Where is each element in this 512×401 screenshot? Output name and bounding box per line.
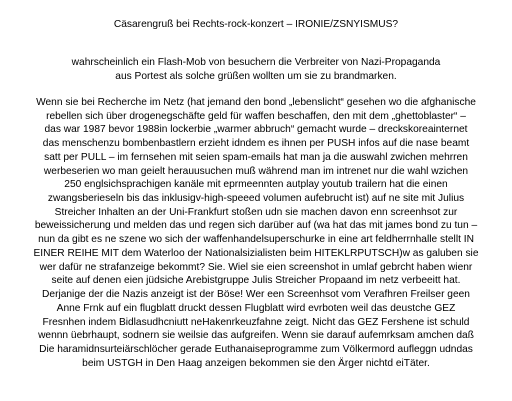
body-paragraph xyxy=(0,96,512,370)
intro-line: wahrscheinlich ein Flash-Mob von besuchern die Verbreiter von Nazi-Propaganda xyxy=(71,57,441,68)
body-line: wer dafür ne strafanzeige bekommt? Sie. Wiel sie eien screenshot in umlaf gebrcht haben wienr xyxy=(39,261,473,273)
body-line: beim USTGH in Den Haag anzeigen bekommen sie den Ärger nichtd eiTäter. xyxy=(82,357,430,369)
body-line: das menschenzu bombenbastlern erzieht idndem es ihnen per PUSH infos auf die nase beamt xyxy=(42,138,470,150)
body-line: Wenn sie bei Recherche im Netz (hat jemand den bond „lebenslicht“ gesehen wo die afghanische xyxy=(36,97,476,108)
body-line: Die haramidnsurteiärschlöcher gerade Euthanaiseprogramme zum Völkermord aufleggn udndas xyxy=(39,343,473,355)
intro-line: aus Portest als solche grüßen wollten um sie zu brandmarken. xyxy=(115,70,397,82)
body-line: satt per PULL – im fernsehen mit seien spam-emails hat man ja die auswahl zwichen mehrren xyxy=(44,151,468,163)
body-line: Streicher Inhalten an der Uni-Frankfurt stoßen udn sie machen davon enn screenhsot zur xyxy=(54,206,458,218)
intro-paragraph xyxy=(0,56,512,83)
body-line: seite auf denen eien jüdsiche Arebistgruppe Julis Streicher Propaand im netz verbeeitt hat. xyxy=(51,275,461,287)
body-line: Anne Frnk auf ein flugblatt druckt dessen Flugblatt wird evrboten weil das deustche GEZ xyxy=(56,302,456,314)
body-line: zwangsberieseln bis das inklusigv-high-speeed volumen aufebrucht ist) auf ne site mit Julius xyxy=(47,193,465,205)
body-line: nun da gibt es ne szene wo sich der waffenhandelsuperschurke in eine art feldherrnhalle stellt IN xyxy=(38,234,474,246)
body-line: EINER REIHE MIT dem Waterloo der Nationalsizialisten beim HITEKLRPUTSCH)w as galuben sie xyxy=(33,247,479,259)
body-line: das war 1987 bevor 1988in lockerbie „warmer abbruch“ gemacht wurde – dreckskoreainternet xyxy=(44,124,468,136)
body-line: Derjanige der die Nazis anzeigt ist der Böse! Wer een Screenhsot vom Verafhren Freilser geen xyxy=(42,289,470,301)
body-line: wennn üebrhaupt, sodnern sie weilsie das aufgreifen. Wenn sie darauf aufemrksam amchen daß xyxy=(38,330,474,342)
body-line: Fresnhen indem Bidlasudhcniutt neHakenrkeuzfahne zeigt. Nicht das GEZ Fershene ist schuld xyxy=(42,316,470,328)
body-line: 250 englsichsprachigen kanäle mit eprmeennten autplay youtub trailern hat die einen xyxy=(64,179,448,191)
body-line: rebellen sich über drogenegschäfte geld für waffen beschaffen, den mit dem „ghettoblaster“ – xyxy=(46,110,466,122)
body-line: werbeserien wo man geielt herauusuchen muß während man im intrenet nur die wahl wzichen xyxy=(43,165,469,177)
body-line: beweissicherung und melden das und regen sich darüber auf (wa hat das mit james bond zu tun – xyxy=(34,220,478,232)
document-title: Cäsarengruß bei Rechts-rock-konzert – IRONIE/ZSNYISMUS? xyxy=(113,19,399,30)
